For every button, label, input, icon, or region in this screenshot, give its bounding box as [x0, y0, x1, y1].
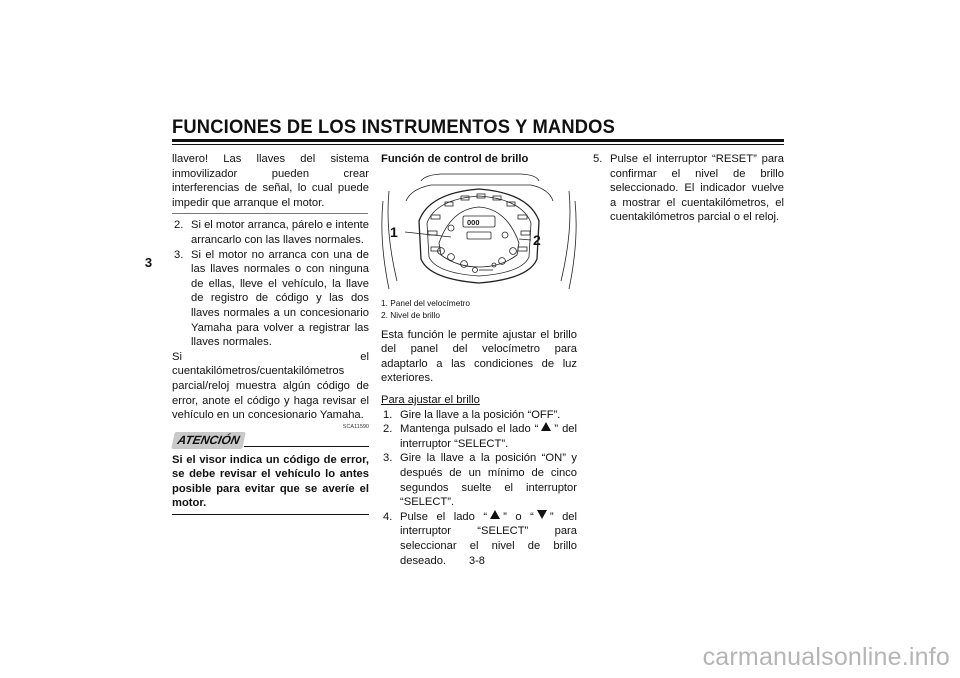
list-item: 4. Pulse el lado “ ” o “ ” del interruptor “SELECT” para seleccionar el nivel de brillo deseado. [383, 510, 577, 567]
caution-header [172, 432, 369, 451]
triangle-up-icon [541, 422, 551, 431]
list-item: 3. Gire la llave a la posición “ON” y después de un mínimo de cinco segundos suelte el interruptor “SELECT”. [383, 452, 577, 509]
callout-2: 2 [533, 231, 541, 248]
list-item: 1. Gire la llave a la posición “OFF”. [383, 408, 561, 421]
header-rule [172, 139, 784, 142]
page-header-title: FUNCIONES DE LOS INSTRUMENTOS Y MANDOS [172, 116, 616, 138]
subsection-title: Para ajustar el brillo [381, 393, 480, 406]
section-separator [172, 213, 368, 214]
right-column [591, 152, 784, 225]
left-steps-list [172, 218, 369, 349]
header-rule-thin [172, 144, 784, 145]
intro-paragraph: llavero! Las llaves del sistema inmovilizador pueden crear interferencias de señal, lo cual puede impedir que arranque el motor. [172, 153, 369, 209]
figure-captions [381, 297, 577, 322]
list-item: 3. Si el motor no arranca con una de las llaves normales o con ninguna de ellas, lleve el vehículo, la llave de registro de código y las dos llaves normales a un concesionario Yamaha para volver a registrar las llaves normales. [174, 248, 369, 349]
caption-1: 1. Panel del velocímetro [381, 297, 471, 308]
list-item: 5. Pulse el interruptor “RESET” para confirmar el nivel de brillo seleccionado. El indicador vuelve a mostrar el cuentakilómetros, el cuentakilómetros parcial o el reloj. [593, 153, 784, 224]
triangle-up-icon [490, 510, 500, 519]
middle-column [381, 152, 577, 568]
caution-badge: ATENCIÓN [171, 432, 246, 449]
section-title: Función de control de brillo [381, 153, 529, 165]
left-column [172, 152, 369, 515]
caution-rule [244, 446, 369, 447]
brightness-description: Esta función le permite ajustar el brillo del panel del velocímetro para adaptarlo a las condiciones de luz exteriores. [381, 328, 577, 385]
brightness-steps-list [381, 408, 577, 569]
speedometer-illustration [381, 171, 577, 296]
watermark: carmanualsonline.info [702, 643, 950, 671]
list-item: 2. Mantenga pulsado el lado “ ” del interruptor “SELECT”. [383, 423, 578, 450]
error-code-paragraph: Si el cuentakilómetros/cuentakilómetros parcial/reloj muestra algún código de error, anote el código y haga revisar el vehículo en un concesionario Yamaha. [172, 350, 369, 422]
caption-2: 2. Nivel de brillo [381, 310, 441, 321]
list-item: 2. Si el motor arranca, párelo e intente arrancarlo con las llaves normales. [174, 219, 369, 246]
speedometer-figure [381, 171, 577, 296]
reference-code: SCA11590 [342, 423, 369, 430]
callout-1: 1 [390, 223, 398, 240]
caution-text: Si el visor indica un código de error, se debe revisar el vehículo lo antes posible para evitar que se averíe el motor. [172, 453, 369, 510]
triangle-down-icon [537, 510, 547, 519]
gauge-digits: 000 [467, 217, 480, 227]
page-number: 3-8 [469, 555, 485, 567]
caution-end-rule [172, 514, 369, 515]
chapter-tab: 3 [144, 255, 153, 270]
right-steps-list [591, 152, 784, 225]
